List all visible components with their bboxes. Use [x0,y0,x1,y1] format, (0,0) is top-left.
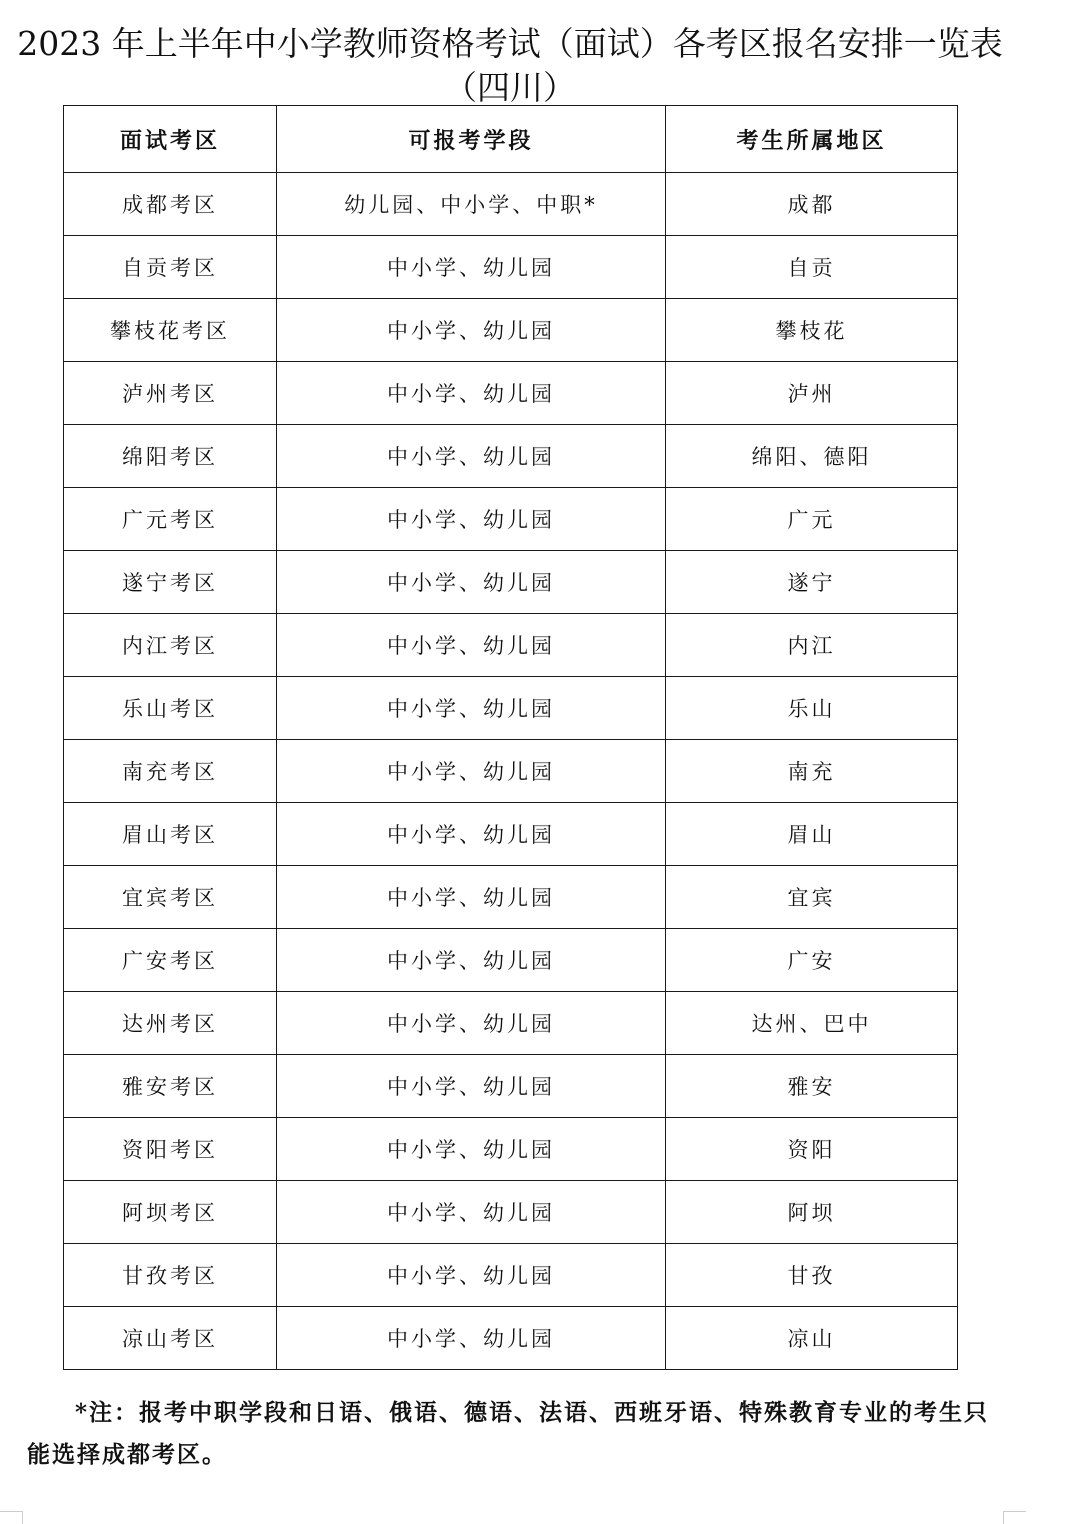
cell-candidate-region: 广安 [666,929,958,992]
cell-exam-level: 中小学、幼儿园 [277,740,666,803]
page-corner-mark [1003,1511,1026,1524]
cell-exam-level: 幼儿园、中小学、中职* [277,173,666,236]
cell-exam-district: 甘孜考区 [64,1244,277,1307]
table-row [64,1055,958,1118]
cell-candidate-region: 雅安 [666,1055,958,1118]
table-row [64,362,958,425]
cell-exam-level: 中小学、幼儿园 [277,1118,666,1181]
cell-candidate-region: 内江 [666,614,958,677]
cell-exam-district: 雅安考区 [64,1055,277,1118]
footnote: *注：报考中职学段和日语、俄语、德语、法语、西班牙语、特殊教育专业的考生只能选择成都考区。 [27,1399,990,1468]
cell-candidate-region: 凉山 [666,1307,958,1370]
header-candidate-region: 考生所属地区 [666,106,958,173]
page-title-line2: （四川） [444,68,576,107]
cell-exam-level: 中小学、幼儿园 [277,992,666,1055]
cell-exam-district: 遂宁考区 [64,551,277,614]
cell-candidate-region: 攀枝花 [666,299,958,362]
table-row [64,803,958,866]
header-exam-district: 面试考区 [64,106,277,173]
cell-exam-district: 资阳考区 [64,1118,277,1181]
cell-candidate-region: 绵阳、德阳 [666,425,958,488]
cell-exam-level: 中小学、幼儿园 [277,551,666,614]
table-row [64,488,958,551]
cell-candidate-region: 泸州 [666,362,958,425]
cell-exam-level: 中小学、幼儿园 [277,488,666,551]
page-corner-mark [0,1511,23,1524]
table-header-row [64,106,958,173]
table-body [64,173,958,1370]
cell-exam-district: 凉山考区 [64,1307,277,1370]
cell-exam-district: 攀枝花考区 [64,299,277,362]
cell-exam-district: 广安考区 [64,929,277,992]
cell-candidate-region: 自贡 [666,236,958,299]
page-title-line1: 2023 年上半年中小学教师资格考试（面试）各考区报名安排一览表 [17,24,1003,63]
cell-candidate-region: 广元 [666,488,958,551]
cell-candidate-region: 成都 [666,173,958,236]
table-row [64,1307,958,1370]
page-title [0,22,1020,110]
table-row [64,236,958,299]
cell-exam-level: 中小学、幼儿园 [277,929,666,992]
table-row [64,614,958,677]
cell-exam-level: 中小学、幼儿园 [277,1307,666,1370]
cell-exam-district: 宜宾考区 [64,866,277,929]
table-row [64,677,958,740]
cell-exam-level: 中小学、幼儿园 [277,803,666,866]
cell-exam-level: 中小学、幼儿园 [277,362,666,425]
cell-candidate-region: 遂宁 [666,551,958,614]
cell-exam-level: 中小学、幼儿园 [277,677,666,740]
cell-exam-level: 中小学、幼儿园 [277,1181,666,1244]
cell-exam-level: 中小学、幼儿园 [277,236,666,299]
table-row [64,425,958,488]
cell-candidate-region: 甘孜 [666,1244,958,1307]
cell-exam-district: 成都考区 [64,173,277,236]
cell-candidate-region: 南充 [666,740,958,803]
table-row [64,866,958,929]
cell-exam-district: 乐山考区 [64,677,277,740]
table-row [64,173,958,236]
cell-candidate-region: 宜宾 [666,866,958,929]
cell-exam-district: 内江考区 [64,614,277,677]
table-row [64,299,958,362]
cell-exam-district: 泸州考区 [64,362,277,425]
table-row [64,992,958,1055]
cell-exam-level: 中小学、幼儿园 [277,866,666,929]
cell-exam-level: 中小学、幼儿园 [277,425,666,488]
header-exam-level: 可报考学段 [277,106,666,173]
table-row [64,929,958,992]
cell-exam-district: 眉山考区 [64,803,277,866]
cell-exam-district: 南充考区 [64,740,277,803]
cell-exam-level: 中小学、幼儿园 [277,614,666,677]
cell-candidate-region: 乐山 [666,677,958,740]
cell-candidate-region: 阿坝 [666,1181,958,1244]
cell-candidate-region: 资阳 [666,1118,958,1181]
cell-candidate-region: 眉山 [666,803,958,866]
table-row [64,1181,958,1244]
cell-exam-level: 中小学、幼儿园 [277,299,666,362]
table-row [64,740,958,803]
cell-exam-level: 中小学、幼儿园 [277,1244,666,1307]
exam-district-table [63,105,958,1370]
table-row [64,1244,958,1307]
cell-exam-district: 阿坝考区 [64,1181,277,1244]
cell-candidate-region: 达州、巴中 [666,992,958,1055]
cell-exam-district: 达州考区 [64,992,277,1055]
cell-exam-district: 自贡考区 [64,236,277,299]
cell-exam-level: 中小学、幼儿园 [277,1055,666,1118]
table-row [64,1118,958,1181]
table-row [64,551,958,614]
cell-exam-district: 广元考区 [64,488,277,551]
cell-exam-district: 绵阳考区 [64,425,277,488]
